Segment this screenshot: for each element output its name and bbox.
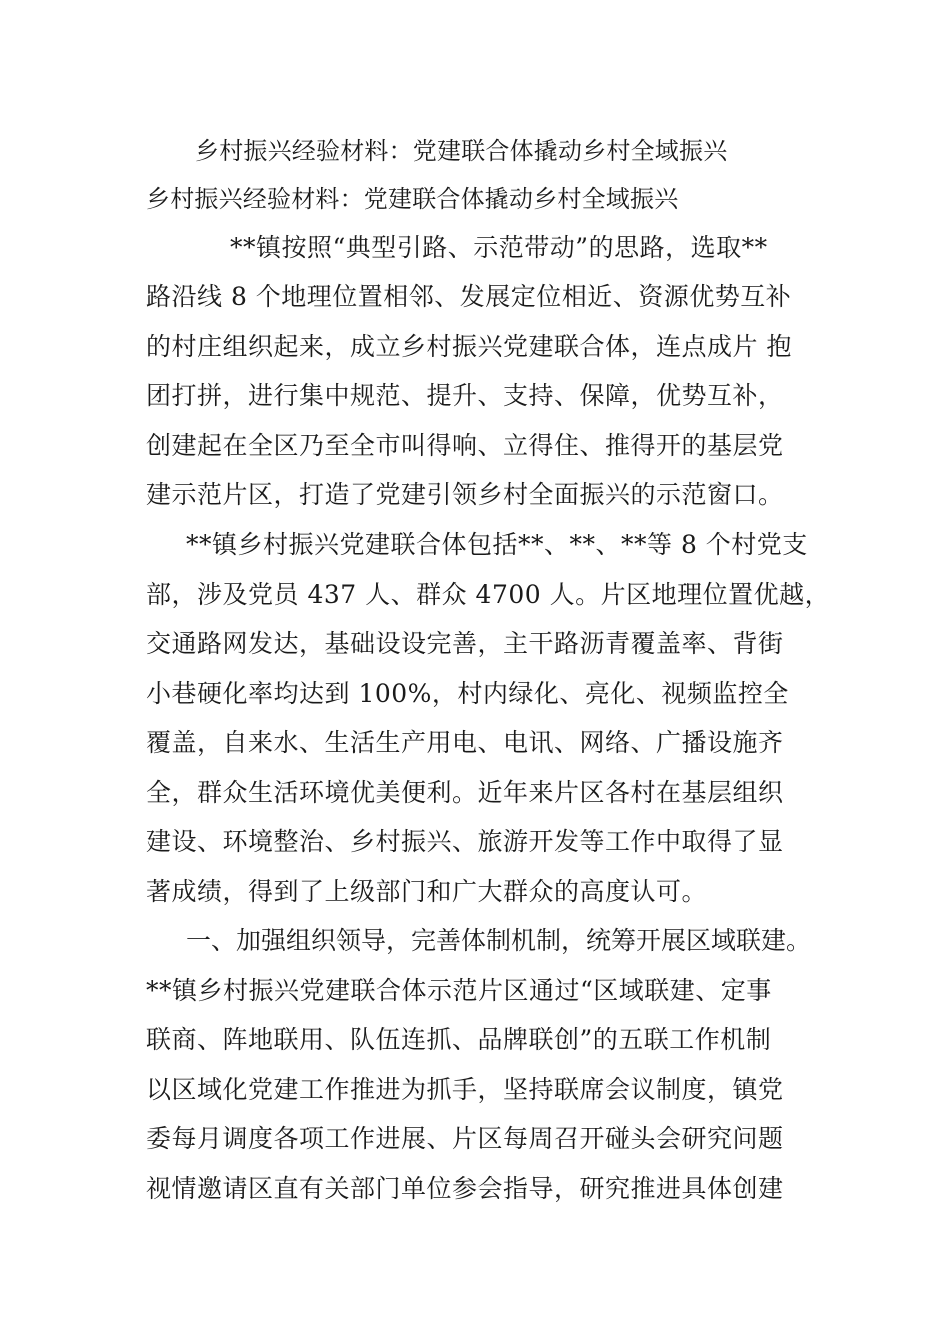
paragraph-line: 委每月调度各项工作进展、片区每周召开碰头会研究问题 — [146, 1124, 784, 1153]
paragraph-line: 著成绩，得到了上级部门和广大群众的高度认可。 — [146, 877, 708, 906]
document-subtitle: 乡村振兴经验材料：党建联合体撬动乡村全域振兴 — [146, 185, 679, 213]
paragraph-line: **镇乡村振兴党建联合体包括**、**、**等 8 个村党支 — [186, 530, 808, 559]
paragraph-line: **镇乡村振兴党建联合体示范片区通过“区域联建、定事 — [146, 976, 772, 1005]
paragraph-line: 团打拼，进行集中规范、提升、支持、保障，优势互补， — [146, 381, 784, 410]
paragraph-line: 以区域化党建工作推进为抓手，坚持联席会议制度，镇党 — [146, 1075, 784, 1104]
paragraph-line: 联商、阵地联用、队伍连抓、品牌联创”的五联工作机制 — [146, 1025, 772, 1054]
paragraph-line: 覆盖，自来水、生活生产用电、电讯、网络、广播设施齐 — [146, 728, 784, 757]
paragraph-line: **镇按照“典型引路、示范带动”的思路，选取** — [230, 233, 768, 262]
paragraph-line: 的村庄组织起来，成立乡村振兴党建联合体，连点成片 抱 — [146, 332, 792, 361]
document-title: 乡村振兴经验材料：党建联合体撬动乡村全域振兴 — [195, 137, 728, 165]
paragraph-line: 小巷硬化率均达到 100%，村内绿化、亮化、视频监控全 — [146, 679, 789, 708]
paragraph-line: 部，涉及党员 437 人、群众 4700 人。片区地理位置优越， — [146, 580, 831, 609]
paragraph-line: 路沿线 8 个地理位置相邻、发展定位相近、资源优势互补 — [146, 282, 792, 311]
section-heading-line: 一、加强组织领导，完善体制机制，统筹开展区域联建。 — [186, 926, 812, 955]
paragraph-line: 全，群众生活环境优美便利。近年来片区各村在基层组织 — [146, 778, 784, 807]
paragraph-line: 建设、环境整治、乡村振兴、旅游开发等工作中取得了显 — [146, 827, 784, 856]
paragraph-line: 创建起在全区乃至全市叫得响、立得住、推得开的基层党 — [146, 431, 784, 460]
paragraph-line: 交通路网发达，基础设设完善，主干路沥青覆盖率、背街 — [146, 629, 784, 658]
paragraph-line: 建示范片区，打造了党建引领乡村全面振兴的示范窗口。 — [146, 480, 784, 509]
paragraph-line: 视情邀请区直有关部门单位参会指导，研究推进具体创建 — [146, 1174, 784, 1203]
